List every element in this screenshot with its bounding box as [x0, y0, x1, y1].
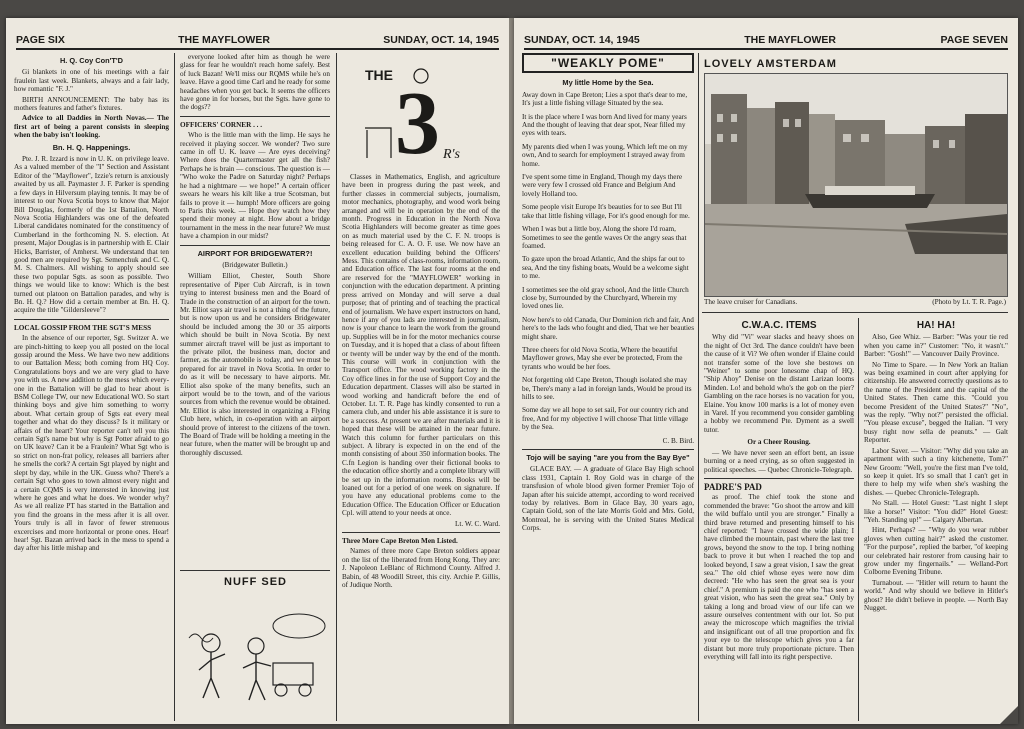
haha-labor-saver: Labor Saver. — Visitor: "Why did you take an apartment with such a tiny kitchenette, Tom?" New Groom: "Well, you're the first man I've told, so keep it quiet. It's so small that I can't get in there to help my wife when she's washing the dishes. — Quebec Chronicle-Telegraph. — [864, 446, 1008, 497]
weakly-pome-title: "WEAKLY POME" — [522, 53, 694, 73]
education-sign: Lt. W. C. Ward. — [454, 519, 500, 528]
page-corner-fold — [1000, 706, 1018, 724]
education-text: Classes in Mathematics, English, and agriculture have been in progress during the past week, and further classes in commercial subjects, journalism, motor mechanics, photography, and wood work being arranged and will be in operation by the end of the month. Progress in Education in the North Nova Scotia Highlanders will become greater as time goes on as much material used by the C. F. N. troops is being released for C. A. O. F. use. We now have an excellent education building behind the Officers' Mess. This contains of class-rooms, information room, and Education office. The last four rooms at the end are reserved for the "MAYFLOWER" working in conjunction with the education department. A printing press arrived on Monday and will serve a dual purpose; that of printing and of teaching the practical end of journalism. We have expert instructors on hand, hence if any of you lads are interested in journalism, now is your chance to learn the work from the ground up. Supplies will be in for the motor mechanics course on Tuesday, and it is hoped that a class of about fifteen or twenty will be under way by the end of the month. This course will work in conjunction with the Transport office. The wood working factory in the Coy office lines in for the use of Support Coy and the Education department. Classes will also be started in wood working and handicraft before the end of October. Lt. T. R. Page has kindly consented to run a camera club, and under his able assistance it is sure to be a success. At present we are after materials and it is hoped that these will be attained in the near future. Watch this column for further particulars on this subject. A library is expected in on the end of the month consisting of about 350 information books. The C.fn Legion is handing over their fictional books to the education office shortly and a complete library will be set up in the information rooms. Books will be loaned out for a period of one week on signature. If you have any educational problems come to the Education Office. The Education Officer or Education Cpl. will attend to your needs at once. — [342, 173, 500, 518]
paper-name: THE MAYFLOWER — [178, 34, 270, 46]
page-seven — [514, 18, 1018, 724]
haha-gee-whiz: Also, Gee Whiz. — Barber: "Was your tie red when you came in?" Customer: "No, it wasn't." Barber: "Gosh!" — Vancouver Daily Province. — [864, 333, 1008, 359]
gossip-title: LOCAL GOSSIP FROM THE SGT'S MESS — [14, 323, 152, 332]
page-six — [6, 18, 509, 724]
gossip-text: In the absence of our reporter, Sgt. Switzer A. we are pinch-hitting to keep you all posted on the local gossip around the Mess. We have two new additions to our Battalion Mess; both coming from HQ Coy. Congratulations boys and we are very glad to have you with us. A new addition to the mess which every-one in the Battalion will be glad to hear about is BSM College TW, our new Educational WO. So start thinking boys and give him something to worry about. What certain group of Sgts eat every meal together and what do they discuss? Is it military or affairs of the heart? Your reporter can't tell you this certain Sgt's name but why is Sgt Potter afraid to go on UK leave? Can it be a Fraulein? What Sgt who is so strict on non-frat policy, releases all barriers after he smells the cork? A certain Sgt played by night and slept by day, while in the UK. Guess who? There's a certain Sgt who goes to town almost every night and a certain CQMS is very interested in knowing just where he goes and what he does. We wonder why? As we all realize PT has started in the Battalion and you find the groans in the mess after it is all over. Yours truly is all in favor of fewer strenuous excercises and more horizontal or prone ones. Hear! hear! Sgt. Bazan arrived back in the mess to spend a day after his little mishap and — [14, 334, 169, 553]
tojo-title: Tojo will be saying "are you from the Bay Bye" — [526, 453, 690, 463]
poem-stanza: To gaze upon the broad Atlantic, And the ships far out to sea, And the tiny fishing boats, Would be a welcome sight to me. — [522, 255, 689, 281]
nuff-sed-title: NUFF SED — [224, 576, 287, 588]
poem-title: My little Home by the Sea. — [562, 78, 654, 88]
poem-column — [522, 53, 694, 721]
left-column-1 — [14, 53, 169, 721]
paper-name: THE MAYFLOWER — [744, 34, 837, 46]
page-number: PAGE SEVEN — [940, 34, 1008, 46]
haha-hint: Hint, Perhaps? — "Why do you wear rubber gloves when cutting hair?" asked the customer. "For the purpose", replied the barber, "of keeping our celebrated hair restorer from causing hair to grow under my fingernails." — Welland-Port Colborne Evening Tribune. — [864, 526, 1008, 577]
poem-stanza: When I was but a little boy, Along the shore I'd roam, Sometimes to see the gentle waves Or the angry seas that foamed. — [522, 225, 687, 250]
cape-breton-title: Three More Cape Breton Men Listed. — [342, 537, 458, 546]
poem-stanza: Away down in Cape Breton; Lies a spot that's dear to me, It's just a little fishing village Situated by the sea. — [522, 90, 688, 108]
left-column-2 — [180, 53, 330, 573]
airport-text: William Elliot, Chester, South Shore representative of Piper Cub Aircraft, is in town trying to interest business men and the Board of Trade in the construction of an airport for the town. Mr. Elliot says air travel is not a thing of the future, but is now upon us and he considers Bridgewater should be included among the 30 or 35 airports which should be built in Nova Scotia. By next summer aircraft travel will be just as important to the private pilot, the business man, doctor and farmer, as the automobile is today, and we must be prepared for air travel in Nova Scotia. In order to do as it will be necessary to have airports. Mr. Elliot also spoke of the many benefits, such an airport would be to the town, and of the various sources from which the revenue would be obtained. Mr. Elliot is also interested in organizing a Flying Club here, which, in co-operation with an airport should prove of interest to the citizens of the town. The Board of Trade will be holding a meeting in the near future, when the matter will be brought up and thoroughly discussed. — [180, 272, 330, 457]
padre-title: PADRE'S PAD — [704, 481, 762, 492]
tojo-text: GLACE BAY. — A graduate of Glace Bay High school class 1931, Captain I. Roy Gold was in charge of the transfusion of whole blood given former Premier Tojo of Japan after his suicide attempt, according to word received today by relatives. Born in Glace Bay, 30 years ago, Captain Gold, son of the late Morris Gold and Mrs. Gold, Montreal, he is serving with the United States Medical Corps. — [522, 465, 694, 533]
poem-stanza: I've spent some time in England, Though my days there were very few I crossed old France and Belgium And lovely Holland too. — [522, 173, 683, 198]
cwac-column — [704, 318, 854, 721]
nuff-sed-cartoon — [181, 608, 331, 708]
haha-no-stall: No Stall. — Hotel Guest: "Last night I slept like a horse!" Visitor: "You did?" Hotel Guest: "Yeh. Standing up!" — Calgary Albertan. — [864, 499, 1008, 524]
three-rs-logo — [361, 58, 471, 168]
hq-text: Gi blankets in one of his meetings with a fair fraulein last week. Blankets, always and a fair lady, how romantic "F. J." — [14, 68, 169, 94]
logo-three: 3 — [395, 74, 440, 168]
bn-title: Bn. H. Q. Happenings. — [52, 142, 131, 152]
airport-title: AIRPORT FOR BRIDGEWATER?! — [197, 248, 313, 258]
airport-subtitle: (Bridgewater Bulletin.) — [222, 260, 288, 269]
left-column-3 — [342, 173, 500, 721]
poem-stanza: Some people visit Europe It's beauties for to see But I'll take that little fishing village, For it's good enough for me. — [522, 203, 690, 220]
amsterdam-title: LOVELY AMSTERDAM — [704, 58, 837, 70]
poem-stanza: Not forgetting old Cape Breton, Though isolated she may be, There's many a lad in foreign lands, Would be proud its hills to see. — [522, 376, 692, 401]
logo-rs: R's — [443, 147, 460, 162]
haha-title: HA! HA! — [916, 320, 956, 331]
poem-stanza: Now here's to old Canada, Our Dominion rich and fair, And here's to the lads who fought and died, That we her beauties might share. — [522, 315, 694, 341]
page-seven-header — [524, 28, 1008, 50]
haha-turnabout: Turnabout. — "Hitler will return to haunt the world." And why should we believe in Hitler's ghost? He didn't believe in people. — North Bay Nugget. — [864, 578, 1008, 612]
col2-continued: everyone looked after him as though he were glass for fear he wouldn't reach home safely. Best of luck Bazan! We'll miss our RQMS while he's on leave. Have a good time Carl and he ready for some headaches when you get back. It seems the officers have gone in for horses, but the Sgts. have gone to the dogs?? — [180, 53, 330, 112]
cwac-title: C.W.A.C. ITEMS — [741, 320, 817, 331]
birth-announcement: BIRTH ANNOUNCEMENT: The baby has its mothers features and father's fixtures. — [14, 95, 169, 113]
cwac-text: Why did "Vi" wear slacks and heavy shoes on the night of Oct 3rd. The dance couldn't have been the cause of it Vi? We often wonder if Elaine could not transfer some of the love she bestows on "Weiner" to some poor lonesome chap of HQ. "Ship Ahoy" Denise on the distant Larizan looms Minden. Lo! and behold who's the gob on the pier? Gambling on the race horses is no vacation for you, Elaine. You know 100 marks is a lot of money even in Varel. If you recommend you consider gambling a hobby we recommend Pte. Dyment as a swell tutor. — [704, 333, 854, 434]
cheer-text: — We have never seen an effort bent, an issue burning or a need crying, as so often suggested in political speeches. — Quebec Chronicle-Telegraph. — [704, 448, 854, 474]
advice-text: Advice to all Daddies in North Novas.— The first art of being a parent consists in sleeping when the baby isn't looking. — [14, 114, 169, 140]
amsterdam-photo — [704, 73, 1008, 297]
logo-the: THE — [365, 67, 393, 83]
issue-date: SUNDAY, OCT. 14, 1945 — [524, 34, 640, 46]
cape-breton-text: Names of three more Cape Breton soldiers appear on the list of the liberated from Hong Kong. They are: J. Napoleon LeBlanc of Richmond County. Alfred J. Babin, of 48 Woodill Street, this city. Archie P. Gillis, of Judique North. — [342, 547, 500, 590]
photo-caption — [704, 298, 1006, 306]
poem-stanza: My parents died when I was young, Which left me on my own, And to search for employment I strayed away from home. — [522, 142, 688, 168]
officers-corner-title: OFFICERS' CORNER . . . — [180, 120, 263, 129]
page-number: PAGE SIX — [16, 34, 65, 46]
padre-text: as proof. The chief took the stone and commended the brave: "Go shoot the arrow and kill the wild buffalo until you are stronger." Finally a third brave returned and presenting himself to his chief reported: "I have crossed the wide plain; I have climbed the mountain, past where the last tree grows, beyond the snow to the top. I bring nothing back to prove it but when I reached the top and looked beyond, I saw a great vision, I saw the great sea." The old chief whose eyes were now dim decreed: "He who has seen the great sea is your chief." A premium is paid the one who "has seen a great vision, who has seen the great sea." Only by taking a long and broad view of our life can we assure ourselves contentment with our lot. So put away the microscope which magnifies the trivial and insignificant out of all true proportion and fix your eye to the telescope which gives you a far distant but more truly proportionate picture. Then everything will fall into its right perspective. — [704, 493, 854, 662]
poem-stanza: Three cheers for old Nova Scotia, Where the beautiful Mayflower grows, May she ever be protected, From the tyrants who would be her foes. — [522, 345, 683, 371]
cheer-title: Or a Cheer Rousing. — [747, 438, 811, 447]
poem-stanza: It is the place where I was born And lived for many years And the thought of leaving that dear spot, Near filled my eyes with tears. — [522, 112, 687, 138]
caption-text: The leave cruiser for Canadians. — [704, 298, 798, 306]
officers-corner-text: Who is the little man with the limp. He says he received it playing soccer. We wonder? Two sure came in off U. K. leave — Are eyes deceiving? Where does the Quartermaster get all the fish? Perhaps he is brain — conscious. The question is — "Who woke the Padre on Saturday night? Perhaps he had a nightmare — we hope!" A certain officer swears he wears his kilt like a true Scotsman, but fails to prove it — humph! More officers are going to Paris this week. — Hope they watch how they spend their money at night. How about a bridge tournament in the mess in the near future? We must have a champion in our midst? — [180, 131, 330, 241]
haha-no-time: No Time to Spare. — In New York an Italian was being examined in court after applying for citizenship. He answered correctly questions as to the name of the President and the capital of the United States. Then came this. "Could you become President of the United States?" "No", was the reply. "Why not?" persisted the official. "You please excuse", begged the Italian. "I very busy right now sella de peanuts." — Galt Reporter. — [864, 360, 1008, 445]
issue-date: SUNDAY, OCT. 14, 1945 — [383, 34, 499, 46]
poem-body — [522, 91, 694, 432]
caption-credit: (Photo by Lt. T. R. Page.) — [932, 298, 1006, 306]
haha-column — [864, 318, 1008, 721]
bn-text: Pte. J. R. Izzard is now in U. K. on privilege leave. As a valued member of the "I" Section and Assistant Editor of the "Mayflower", Izzie's return is anxiously awaited by us all. Paymaster J. F. Parker is spending a few days in Hilversum playing tennis. It may be of interest to our Nova Scotia boys to know that Major Bill Douglas, formerly of the 1st Battalion, North Nova Scotia Highlanders was one of the defeated Liberal candidates nominated for the constituency of Cumberland in the forthcoming N. S. election. At present, Major Douglas is in partnership with E. Clair Hicks, Barrister, of Amherst. We understand that ten good men are required by Sgt. Semenchuk and C. Q. M. S. Chalmers. All wishing to apply should see these two popular Sgts. as soon as possible. Two things we would like to know: Which is the best turned out platoon on Battalion parades, and why is Bn. H. Q.? How did a certain member at Bn. H. Q. acquire the title "Gildersleeve"? — [14, 155, 169, 315]
hq-title: H. Q. Coy Con'T'D — [59, 56, 124, 65]
poem-stanza: Some day we all hope to set sail, For our country rich and free, And for my objective I will choose That little village by the Sea. — [522, 406, 689, 432]
poem-stanza: I sometimes see the old gray school, And the little Church close by, Surrounded by the Churchyard, Wherein my loved ones lie. — [522, 285, 689, 311]
poem-signature: C. B. Bird. — [662, 436, 694, 445]
page-six-header — [16, 28, 499, 50]
